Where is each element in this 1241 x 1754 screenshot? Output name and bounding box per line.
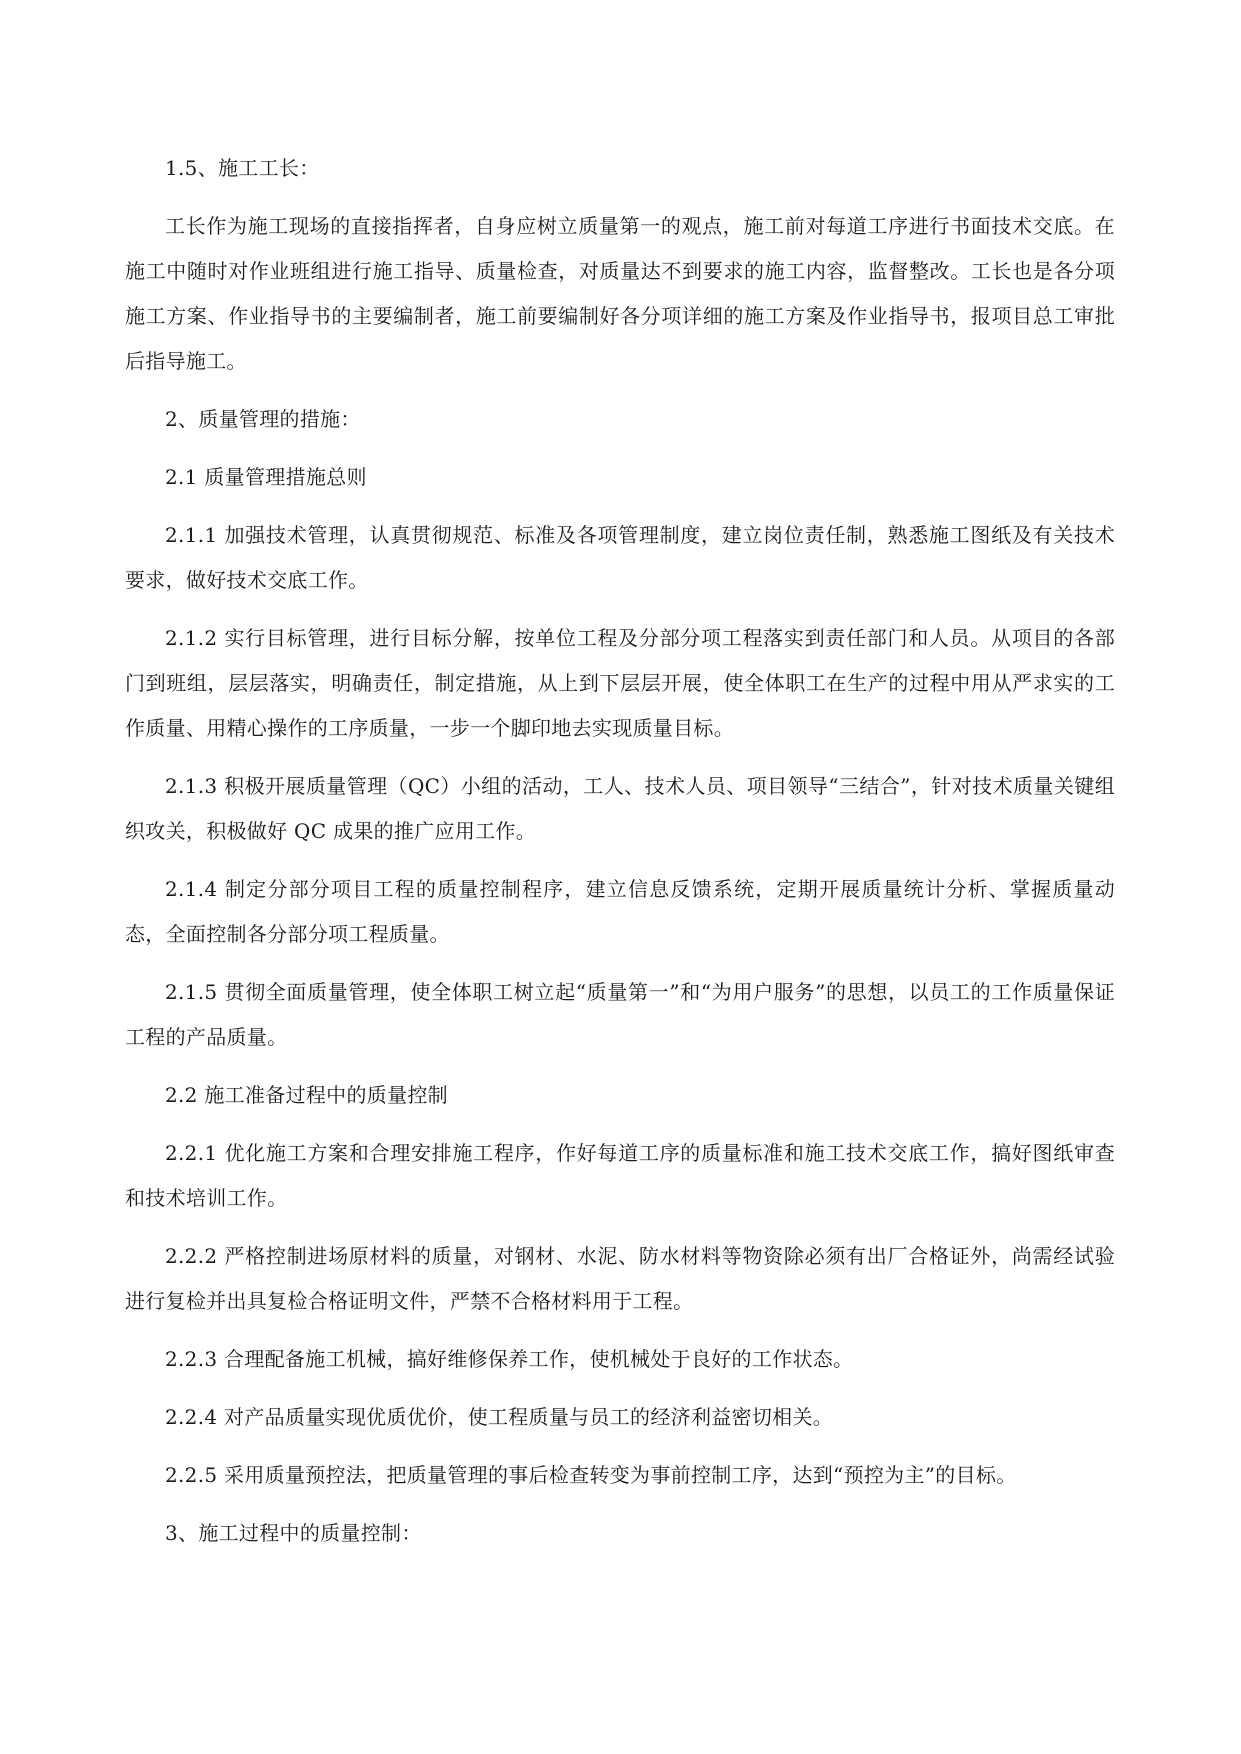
paragraph-2-2-4: 2.2.4 对产品质量实现优质优价，使工程质量与员工的经济利益密切相关。	[165, 1405, 834, 1429]
section-heading-2: 2、质量管理的措施：	[165, 407, 361, 431]
paragraph-2-1-4: 2.1.4 制定分部分项目工程的质量控制程序，建立信息反馈系统，定期开展质量统计分析、掌握质量动态，全面控制各分部分项工程质量。	[125, 877, 1115, 946]
document-body	[125, 146, 1115, 1569]
section-heading-3: 3、施工过程中的质量控制：	[165, 1521, 422, 1545]
section-heading-2-1: 2.1 质量管理措施总则	[165, 465, 367, 489]
paragraph-2-2-3: 2.2.3 合理配备施工机械，搞好维修保养工作，使机械处于良好的工作状态。	[165, 1347, 854, 1371]
paragraph-2-2-5: 2.2.5 采用质量预控法，把质量管理的事后检查转变为事前控制工序，达到“预控为主”的目标。	[165, 1463, 1017, 1487]
paragraph-2-1-5: 2.1.5 贯彻全面质量管理，使全体职工树立起“质量第一”和“为用户服务”的思想，以员工的工作质量保证工程的产品质量。	[125, 980, 1115, 1049]
paragraph-2-1-3: 2.1.3 积极开展质量管理（QC）小组的活动，工人、技术人员、项目领导“三结合”，针对技术质量关键组织攻关，积极做好 QC 成果的推广应用工作。	[125, 774, 1115, 843]
section-heading-1-5: 1.5、施工工长：	[165, 156, 320, 180]
paragraph-2-1-2: 2.1.2 实行目标管理，进行目标分解，按单位工程及分部分项工程落实到责任部门和人员。从项目的各部门到班组，层层落实，明确责任，制定措施，从上到下层层开展，使全体职工在生产的过程中用从严求实的工作质量、用精心操作的工序质量，一步一个脚印地去实现质量目标。	[125, 626, 1115, 740]
paragraph-2-2-1: 2.2.1 优化施工方案和合理安排施工程序，作好每道工序的质量标准和施工技术交底工作，搞好图纸审查和技术培训工作。	[125, 1141, 1115, 1210]
paragraph-foreman-duties: 工长作为施工现场的直接指挥者，自身应树立质量第一的观点，施工前对每道工序进行书面技术交底。在施工中随时对作业班组进行施工指导、质量检查，对质量达不到要求的施工内容，监督整改。工长也是各分项施工方案、作业指导书的主要编制者，施工前要编制好各分项详细的施工方案及作业指导书，报项目总工审批后指导施工。	[125, 214, 1115, 373]
section-heading-2-2: 2.2 施工准备过程中的质量控制	[165, 1083, 448, 1107]
paragraph-2-1-1: 2.1.1 加强技术管理，认真贯彻规范、标准及各项管理制度，建立岗位责任制，熟悉施工图纸及有关技术要求，做好技术交底工作。	[125, 523, 1115, 592]
paragraph-2-2-2: 2.2.2 严格控制进场原材料的质量，对钢材、水泥、防水材料等物资除必须有出厂合格证外，尚需经试验进行复检并出具复检合格证明文件，严禁不合格材料用于工程。	[125, 1244, 1115, 1313]
